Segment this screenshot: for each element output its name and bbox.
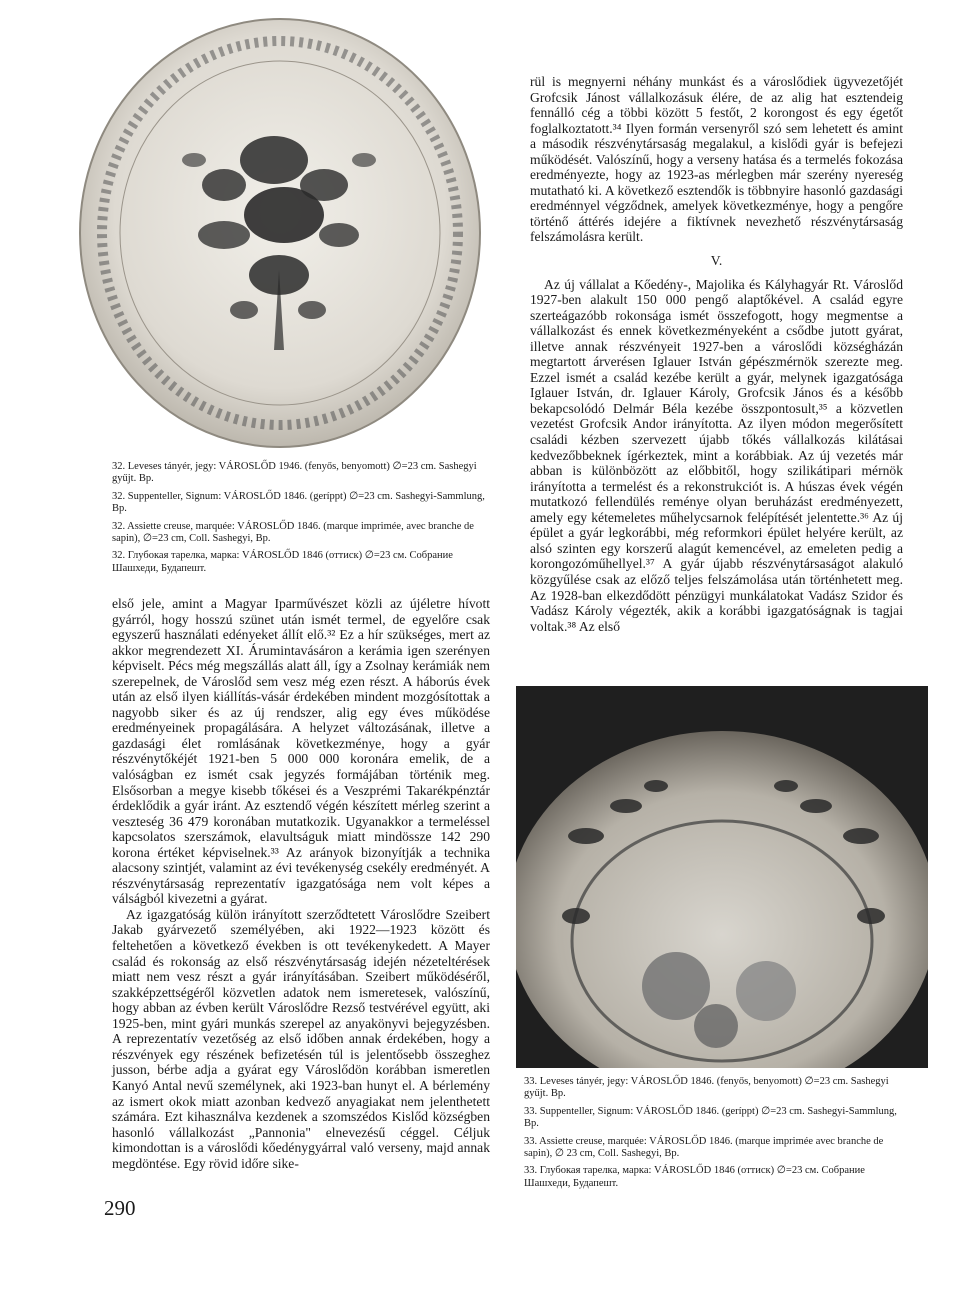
right-column [530,74,903,634]
right-paragraph-2: Az új vállalat a Kőedény-, Majolika és Kályhagyár Rt. Városlőd 1927-ben alakult 150 000 pengő alaptőkével. A család egyre szerteágazóbb rokonsága ismét összefogott, hogy megmentse a vállalkozást és ennek következményeként a csődbe jutott gyárat, illetve annak részvényeit 1927-ben a városlődi községházán megtartott árverésen Iglauer István gépészmérnök szerezte meg. Ezzel ismét a család kezébe került a gyár, melynek igazgatósága Iglauer István, dr. Iglauer Károly, Grofcsik János és a később bekapcsolódó Delmár Béla kezébe összpontosult,³⁵ a közvetlen vezetést Grofcsik Andor irányította. Az ilyen módon megerősített családi kézben szervezett újabb tőkés vállalkozás kilátásai kedvezőbbeknek ígérkeztek, mint a korábbiak. Az új vezetés már abban is különbözött az előbbitől, hogy szilikátipari mérnök irányította a termelést és a rekonstrukciót is. A húszas évek végén mutatkozó fellendülés reménye olyan beruházást eredményezett, amely egy kétemeletes műhelycsarnok felépítését jelentette.³⁶ Az új épület a gyár legkorábbi, még reformkori épület helyére került, az alsó szinten egy korszerű alagút kemencével, az emeleten pedig a korongozóműhellyel.³⁷ A gyár újabb részvénytársaságot alakuló közgyűlése csak az előző teljes felszámolása után történhetett meg. Az 1928-ban elkezdődött pénzügyi munkálatokat Vadász Szidor és Vadász Károly végezték, akik a korábbi igazgatóságnak is tagjai voltak.³⁸ Az első [530,276,903,634]
caption-33-de: 33. Suppenteller, Signum: VÁROSLŐD 1846. (geríppt) ∅=23 cm. Sashegyi-Sammlung, Bp. [524,1105,897,1130]
plate-32-captions [112,461,490,580]
page-number: 290 [104,1196,136,1220]
left-paragraph-2: Az igazgatóság külön irányított szerződtetett Városlődre Szeibert Jakab gyárvezető személyében, aki 1922—1923 között és feltehetően a következő években is ott tevékenykedett. A Mayer család és rokonság az első részvénytársaság idején nézeteltérések miatt nem vesz részt a gyár irányításában. Szeibert működéséről, szakképzettségéről közvetlen adatok nem ismeretesek, valószínű, hogy abban az évben került Városlődre Rezső testvérével együtt, aki 1925-ben, mint gyári munkás szerepel az anyakönyvi bejegyzésben. A reprezentatív vezetőség az első időben annak érdekében, hogy a részvények egy részének befizetésén túl is jelentősebb összeghez jusson, bérbe adja a gyárat egy Városlődön korábban ismeretlen Kanyó Antal nevű személynek, aki 1923-ban hunyt el. A bérlemény az ismert okok miatt azonban kedvező anyagiakat nem jelenthetett számára. Ezt kihasználva kezdenek a szomszédos Kislőd községben hasonló vállalkozást „Pannonia" elnevezésű céggel. Céljuk kimondottan is a városlődi kőedénygyárral való verseny, majd annak megdöntése. Egy rövid időre sike- [112,906,490,1171]
left-paragraph-1: első jele, amint a Magyar Iparművészet közli az újéletre hívott gyárról, hogy hosszú szünet után ismét termel, de egyelőre csak egyszerű használati edényeket állít elő.³² Ez a hír szükséges, mert az akkor megrendezett XI. Árumintavásáron a kerámia igen szerényen képviselt. Pécs még megszállás alatt áll, így a Zsolnay kerámiák nem szerepelnek, de Városlőd sem vesz még ezen részt. A háborús évek után az első ilyen kiállítás-vásár érdekében mindent mozgósítottak a nagyobb siker és az új rendszer, alig egy éves működése eredményeinek propagálására. A helyzet változásának, illetve a gazdasági élet romlásának következménye, hogy a gyár részvénytőkéjét 1921-ben 5 000 000 koronára emelik, de a valóságban ez ismét csak jegyzés formájában történik meg. Elsősorban a megye kisebb tőkései és a Veszprémi Takarékpénztár érdeklődik a gyár iránt. Az esztendő végén készített mérleg szerint a veszteség 36 479 koronában mutatkozik. Ugyanakkor a termeléssel kapcsolatos szerszámok, elavultságuk miatt mindössze 142 290 korona értéket képviselnek.³³ Az arányok bizonyítják a technika alacsony szintjét, valamint az évi tevékenység csekély eredményét. A részvénytársaság reprezentatív igazgatósága nem volt képes a válságból kivezetni a gyárat. [112,596,490,907]
caption-32-ru: 32. Глубокая тарелка, марка: VÁROSLŐD 1846 (оттиск) ∅=23 см. Собрание Шашхеди, Будапешт. [112,550,453,574]
plate-33-captions [524,1076,908,1195]
plate-33-photo [516,686,928,1068]
caption-33-fr: 33. Assiette creuse, marquée: VÁROSLŐD 1846. (marque imprimée avec branche de sapin), ∅ 23 cm, Coll. Sashegyi, Bp. [524,1135,884,1160]
right-paragraph-1: rül is megnyerni néhány munkást és a városlődiek ügyvezetőjét Grofcsik Jánost vállalkozásuk élére, de az alig hat esztendeig fennálló cég a többi között 5 festőt, 2 korongost és egy égetőt foglalkoztatott.³⁴ Ilyen formán versenyről szó sem lehetett és amint a második részvénytársaság megalakul, a kislődi gyár is befejezi működését. Valószínű, hogy a verseny hatása és a termelés fokozása eredményezte, hogy az 1923-as mérlegben már szerény nyereség mutatható ki. A következő esztendők is többnyire hasonló gazdasági eredménnyel végződnek, amelyek következménye, hogy a pengőre történő áttérés idejére a fiktívnek nevezhető részvénytársaság felszámolásra került. [530,74,903,245]
left-column [112,596,490,1171]
caption-32-fr: 32. Assiette creuse, marquée: VÁROSLŐD 1846. (marque imprimée, avec branche de sapin), ∅=23 cm, Coll. Sashegyi, Bp. [112,520,474,545]
plate-32-photo [74,10,486,456]
caption-33-ru: 33. Глубокая тарелка, марка: VÁROSLŐD 1846 (оттиск) ∅=23 см. Собрание Шашхеди, Будапешт. [524,1165,865,1189]
caption-32-hu: 32. Leveses tányér, jegy: VÁROSLŐD 1946. (fenyős, benyomott) ∅=23 cm. Sashegyi gyűjt. Bp. [112,461,477,485]
section-heading: V. [710,253,723,269]
caption-33-hu: 33. Leveses tányér, jegy: VÁROSLŐD 1846. (fenyős, benyomott) ∅=23 cm. Sashegyi gyűjt. Bp. [524,1076,889,1100]
caption-32-de: 32. Suppenteller, Signum: VÁROSLŐD 1846. (geríppt) ∅=23 cm. Sashegyi-Sammlung, Bp. [112,490,485,515]
